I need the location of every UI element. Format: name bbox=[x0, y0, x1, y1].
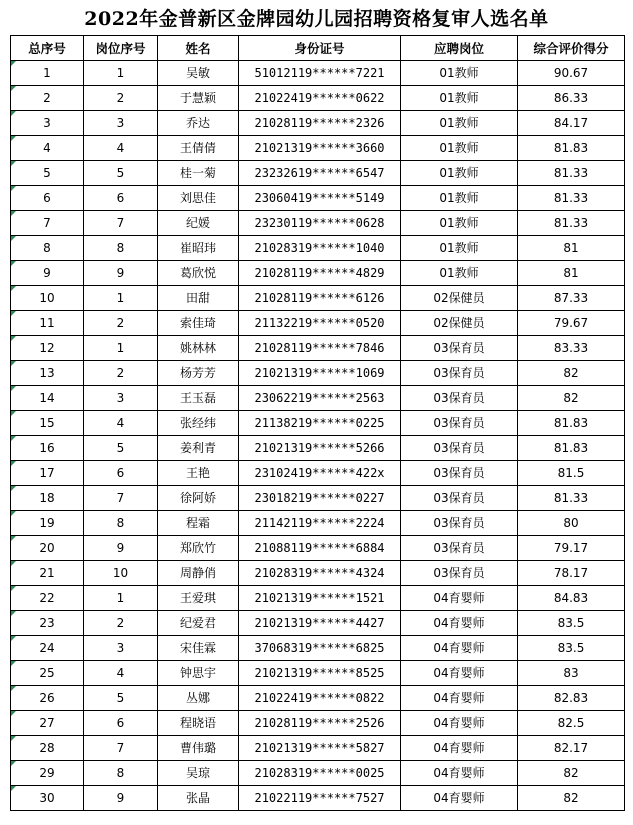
cell-name: 于慧颖 bbox=[158, 86, 239, 111]
cell-total-no: 16 bbox=[11, 436, 84, 461]
cell-id-number: 21021319******4427 bbox=[239, 611, 401, 636]
cell-id-number: 21028319******0025 bbox=[239, 761, 401, 786]
cell-name: 徐阿娇 bbox=[158, 486, 239, 511]
cell-name: 杨芳芳 bbox=[158, 361, 239, 386]
cell-score: 86.33 bbox=[518, 86, 625, 111]
cell-name: 纪爱君 bbox=[158, 611, 239, 636]
cell-position: 04育婴师 bbox=[401, 636, 518, 661]
table-row bbox=[11, 686, 625, 711]
cell-id-number: 21138219******0225 bbox=[239, 411, 401, 436]
cell-score: 81 bbox=[518, 236, 625, 261]
cell-total-no: 28 bbox=[11, 736, 84, 761]
cell-total-no: 13 bbox=[11, 361, 84, 386]
cell-name: 姜利青 bbox=[158, 436, 239, 461]
cell-position-no: 3 bbox=[84, 111, 158, 136]
cell-id-number: 21028119******4829 bbox=[239, 261, 401, 286]
cell-total-no: 17 bbox=[11, 461, 84, 486]
cell-id-number: 21021319******1521 bbox=[239, 586, 401, 611]
header-name: 姓名 bbox=[158, 36, 239, 61]
cell-score: 82 bbox=[518, 361, 625, 386]
cell-id-number: 21021319******3660 bbox=[239, 136, 401, 161]
cell-score: 84.17 bbox=[518, 111, 625, 136]
cell-score: 80 bbox=[518, 511, 625, 536]
cell-position: 02保健员 bbox=[401, 311, 518, 336]
table-row bbox=[11, 211, 625, 236]
cell-position: 04育婴师 bbox=[401, 586, 518, 611]
cell-total-no: 6 bbox=[11, 186, 84, 211]
cell-id-number: 51012119******7221 bbox=[239, 61, 401, 86]
cell-id-number: 21022419******0822 bbox=[239, 686, 401, 711]
cell-total-no: 2 bbox=[11, 86, 84, 111]
cell-total-no: 25 bbox=[11, 661, 84, 686]
table-row bbox=[11, 411, 625, 436]
cell-score: 82.83 bbox=[518, 686, 625, 711]
cell-total-no: 4 bbox=[11, 136, 84, 161]
cell-position-no: 5 bbox=[84, 686, 158, 711]
cell-id-number: 21022419******0622 bbox=[239, 86, 401, 111]
cell-id-number: 37068319******6825 bbox=[239, 636, 401, 661]
header-position: 应聘岗位 bbox=[401, 36, 518, 61]
cell-score: 81.83 bbox=[518, 411, 625, 436]
cell-total-no: 29 bbox=[11, 761, 84, 786]
cell-score: 81.33 bbox=[518, 486, 625, 511]
table-row bbox=[11, 111, 625, 136]
cell-position: 01教师 bbox=[401, 61, 518, 86]
table-row bbox=[11, 486, 625, 511]
cell-total-no: 11 bbox=[11, 311, 84, 336]
cell-total-no: 30 bbox=[11, 786, 84, 811]
cell-id-number: 23060419******5149 bbox=[239, 186, 401, 211]
cell-score: 81.33 bbox=[518, 211, 625, 236]
cell-score: 81.5 bbox=[518, 461, 625, 486]
table-row bbox=[11, 436, 625, 461]
cell-name: 索佳琦 bbox=[158, 311, 239, 336]
header-total-no: 总序号 bbox=[11, 36, 84, 61]
table-row bbox=[11, 136, 625, 161]
cell-position: 04育婴师 bbox=[401, 761, 518, 786]
cell-position-no: 9 bbox=[84, 536, 158, 561]
cell-position-no: 8 bbox=[84, 236, 158, 261]
header-id-number: 身份证号 bbox=[239, 36, 401, 61]
cell-position: 03保育员 bbox=[401, 461, 518, 486]
cell-total-no: 3 bbox=[11, 111, 84, 136]
cell-score: 82 bbox=[518, 386, 625, 411]
cell-position-no: 5 bbox=[84, 436, 158, 461]
cell-name: 田甜 bbox=[158, 286, 239, 311]
cell-position-no: 6 bbox=[84, 711, 158, 736]
cell-id-number: 21088119******6884 bbox=[239, 536, 401, 561]
cell-total-no: 15 bbox=[11, 411, 84, 436]
table-row bbox=[11, 661, 625, 686]
cell-position: 03保育员 bbox=[401, 386, 518, 411]
cell-score: 83.5 bbox=[518, 611, 625, 636]
cell-total-no: 23 bbox=[11, 611, 84, 636]
cell-name: 钟思宇 bbox=[158, 661, 239, 686]
cell-id-number: 23062219******2563 bbox=[239, 386, 401, 411]
cell-id-number: 21028319******4324 bbox=[239, 561, 401, 586]
cell-position-no: 2 bbox=[84, 311, 158, 336]
cell-position-no: 1 bbox=[84, 336, 158, 361]
cell-position: 01教师 bbox=[401, 136, 518, 161]
cell-total-no: 27 bbox=[11, 711, 84, 736]
cell-total-no: 5 bbox=[11, 161, 84, 186]
cell-total-no: 19 bbox=[11, 511, 84, 536]
cell-position-no: 1 bbox=[84, 286, 158, 311]
table-row bbox=[11, 336, 625, 361]
cell-score: 82.5 bbox=[518, 711, 625, 736]
table-row bbox=[11, 386, 625, 411]
cell-position: 04育婴师 bbox=[401, 736, 518, 761]
cell-position: 01教师 bbox=[401, 86, 518, 111]
cell-total-no: 20 bbox=[11, 536, 84, 561]
cell-position: 01教师 bbox=[401, 261, 518, 286]
table-row bbox=[11, 361, 625, 386]
cell-score: 84.83 bbox=[518, 586, 625, 611]
cell-position-no: 1 bbox=[84, 61, 158, 86]
cell-id-number: 21132219******0520 bbox=[239, 311, 401, 336]
cell-total-no: 22 bbox=[11, 586, 84, 611]
cell-total-no: 7 bbox=[11, 211, 84, 236]
table-row bbox=[11, 311, 625, 336]
cell-position: 03保育员 bbox=[401, 436, 518, 461]
cell-position-no: 2 bbox=[84, 86, 158, 111]
cell-total-no: 12 bbox=[11, 336, 84, 361]
cell-score: 82.17 bbox=[518, 736, 625, 761]
cell-position: 01教师 bbox=[401, 111, 518, 136]
cell-position: 01教师 bbox=[401, 211, 518, 236]
cell-position-no: 6 bbox=[84, 186, 158, 211]
cell-score: 83.5 bbox=[518, 636, 625, 661]
cell-name: 王爱琪 bbox=[158, 586, 239, 611]
cell-id-number: 21021319******5266 bbox=[239, 436, 401, 461]
cell-name: 葛欣悦 bbox=[158, 261, 239, 286]
table-row bbox=[11, 86, 625, 111]
header-score: 综合评价得分 bbox=[518, 36, 625, 61]
table-row bbox=[11, 786, 625, 811]
cell-total-no: 9 bbox=[11, 261, 84, 286]
table-row bbox=[11, 736, 625, 761]
cell-score: 79.17 bbox=[518, 536, 625, 561]
cell-position: 03保育员 bbox=[401, 561, 518, 586]
cell-id-number: 21028119******7846 bbox=[239, 336, 401, 361]
cell-total-no: 1 bbox=[11, 61, 84, 86]
cell-position: 01教师 bbox=[401, 161, 518, 186]
cell-score: 82 bbox=[518, 786, 625, 811]
cell-id-number: 23230119******0628 bbox=[239, 211, 401, 236]
table-row bbox=[11, 161, 625, 186]
cell-id-number: 21022119******7527 bbox=[239, 786, 401, 811]
table-row bbox=[11, 461, 625, 486]
cell-score: 81 bbox=[518, 261, 625, 286]
cell-position-no: 9 bbox=[84, 786, 158, 811]
cell-name: 郑欣竹 bbox=[158, 536, 239, 561]
cell-id-number: 23102419******422x bbox=[239, 461, 401, 486]
cell-name: 丛娜 bbox=[158, 686, 239, 711]
cell-name: 乔达 bbox=[158, 111, 239, 136]
cell-id-number: 21028119******2526 bbox=[239, 711, 401, 736]
cell-score: 90.67 bbox=[518, 61, 625, 86]
cell-name: 姚林林 bbox=[158, 336, 239, 361]
cell-id-number: 21021319******5827 bbox=[239, 736, 401, 761]
table-row bbox=[11, 561, 625, 586]
cell-position: 04育婴师 bbox=[401, 661, 518, 686]
cell-position: 03保育员 bbox=[401, 511, 518, 536]
table-row bbox=[11, 236, 625, 261]
cell-id-number: 21021319******1069 bbox=[239, 361, 401, 386]
cell-name: 纪媛 bbox=[158, 211, 239, 236]
cell-name: 程霜 bbox=[158, 511, 239, 536]
cell-position: 03保育员 bbox=[401, 336, 518, 361]
cell-position-no: 6 bbox=[84, 461, 158, 486]
cell-position-no: 7 bbox=[84, 486, 158, 511]
cell-position-no: 4 bbox=[84, 661, 158, 686]
candidate-table bbox=[10, 35, 625, 811]
cell-id-number: 21028119******2326 bbox=[239, 111, 401, 136]
cell-position-no: 9 bbox=[84, 261, 158, 286]
cell-position: 04育婴师 bbox=[401, 686, 518, 711]
cell-position-no: 3 bbox=[84, 386, 158, 411]
table-row bbox=[11, 711, 625, 736]
table-row bbox=[11, 611, 625, 636]
cell-name: 崔昭玮 bbox=[158, 236, 239, 261]
cell-name: 王倩倩 bbox=[158, 136, 239, 161]
cell-id-number: 21021319******8525 bbox=[239, 661, 401, 686]
cell-position-no: 1 bbox=[84, 586, 158, 611]
header-row bbox=[11, 36, 625, 61]
cell-total-no: 21 bbox=[11, 561, 84, 586]
cell-score: 87.33 bbox=[518, 286, 625, 311]
cell-name: 曹伟璐 bbox=[158, 736, 239, 761]
cell-id-number: 23232619******6547 bbox=[239, 161, 401, 186]
cell-id-number: 23018219******0227 bbox=[239, 486, 401, 511]
cell-score: 81.33 bbox=[518, 186, 625, 211]
cell-score: 81.33 bbox=[518, 161, 625, 186]
table-row bbox=[11, 286, 625, 311]
cell-position-no: 3 bbox=[84, 636, 158, 661]
cell-id-number: 21142119******2224 bbox=[239, 511, 401, 536]
table-row bbox=[11, 761, 625, 786]
cell-position-no: 4 bbox=[84, 136, 158, 161]
cell-position: 01教师 bbox=[401, 186, 518, 211]
cell-total-no: 10 bbox=[11, 286, 84, 311]
cell-position-no: 8 bbox=[84, 511, 158, 536]
table-row bbox=[11, 186, 625, 211]
cell-name: 桂一菊 bbox=[158, 161, 239, 186]
cell-position: 04育婴师 bbox=[401, 611, 518, 636]
cell-position-no: 2 bbox=[84, 611, 158, 636]
cell-position: 03保育员 bbox=[401, 361, 518, 386]
cell-id-number: 21028319******1040 bbox=[239, 236, 401, 261]
cell-position-no: 7 bbox=[84, 211, 158, 236]
cell-total-no: 14 bbox=[11, 386, 84, 411]
cell-name: 宋佳霖 bbox=[158, 636, 239, 661]
table-row bbox=[11, 586, 625, 611]
cell-position: 03保育员 bbox=[401, 486, 518, 511]
cell-name: 吴琼 bbox=[158, 761, 239, 786]
cell-score: 81.83 bbox=[518, 136, 625, 161]
table-row bbox=[11, 536, 625, 561]
cell-total-no: 8 bbox=[11, 236, 84, 261]
cell-position-no: 8 bbox=[84, 761, 158, 786]
cell-total-no: 18 bbox=[11, 486, 84, 511]
cell-position: 03保育员 bbox=[401, 411, 518, 436]
cell-name: 程晓语 bbox=[158, 711, 239, 736]
cell-name: 王艳 bbox=[158, 461, 239, 486]
header-position-no: 岗位序号 bbox=[84, 36, 158, 61]
table-row bbox=[11, 261, 625, 286]
cell-total-no: 26 bbox=[11, 686, 84, 711]
cell-name: 张经纬 bbox=[158, 411, 239, 436]
cell-position-no: 4 bbox=[84, 411, 158, 436]
cell-name: 王玉磊 bbox=[158, 386, 239, 411]
cell-score: 83 bbox=[518, 661, 625, 686]
cell-position: 02保健员 bbox=[401, 286, 518, 311]
cell-position: 04育婴师 bbox=[401, 786, 518, 811]
table-row bbox=[11, 61, 625, 86]
table-row bbox=[11, 511, 625, 536]
cell-total-no: 24 bbox=[11, 636, 84, 661]
cell-score: 81.83 bbox=[518, 436, 625, 461]
cell-name: 张晶 bbox=[158, 786, 239, 811]
cell-score: 83.33 bbox=[518, 336, 625, 361]
cell-position: 04育婴师 bbox=[401, 711, 518, 736]
document-title: 2022年金普新区金牌园幼儿园招聘资格复审人选名单 bbox=[84, 8, 549, 30]
cell-score: 78.17 bbox=[518, 561, 625, 586]
cell-position-no: 10 bbox=[84, 561, 158, 586]
cell-score: 82 bbox=[518, 761, 625, 786]
table-row bbox=[11, 636, 625, 661]
cell-name: 刘思佳 bbox=[158, 186, 239, 211]
cell-position-no: 7 bbox=[84, 736, 158, 761]
cell-id-number: 21028119******6126 bbox=[239, 286, 401, 311]
cell-position: 01教师 bbox=[401, 236, 518, 261]
cell-name: 周静俏 bbox=[158, 561, 239, 586]
cell-position-no: 5 bbox=[84, 161, 158, 186]
cell-position: 03保育员 bbox=[401, 536, 518, 561]
cell-score: 79.67 bbox=[518, 311, 625, 336]
cell-position-no: 2 bbox=[84, 361, 158, 386]
cell-name: 吴敏 bbox=[158, 61, 239, 86]
